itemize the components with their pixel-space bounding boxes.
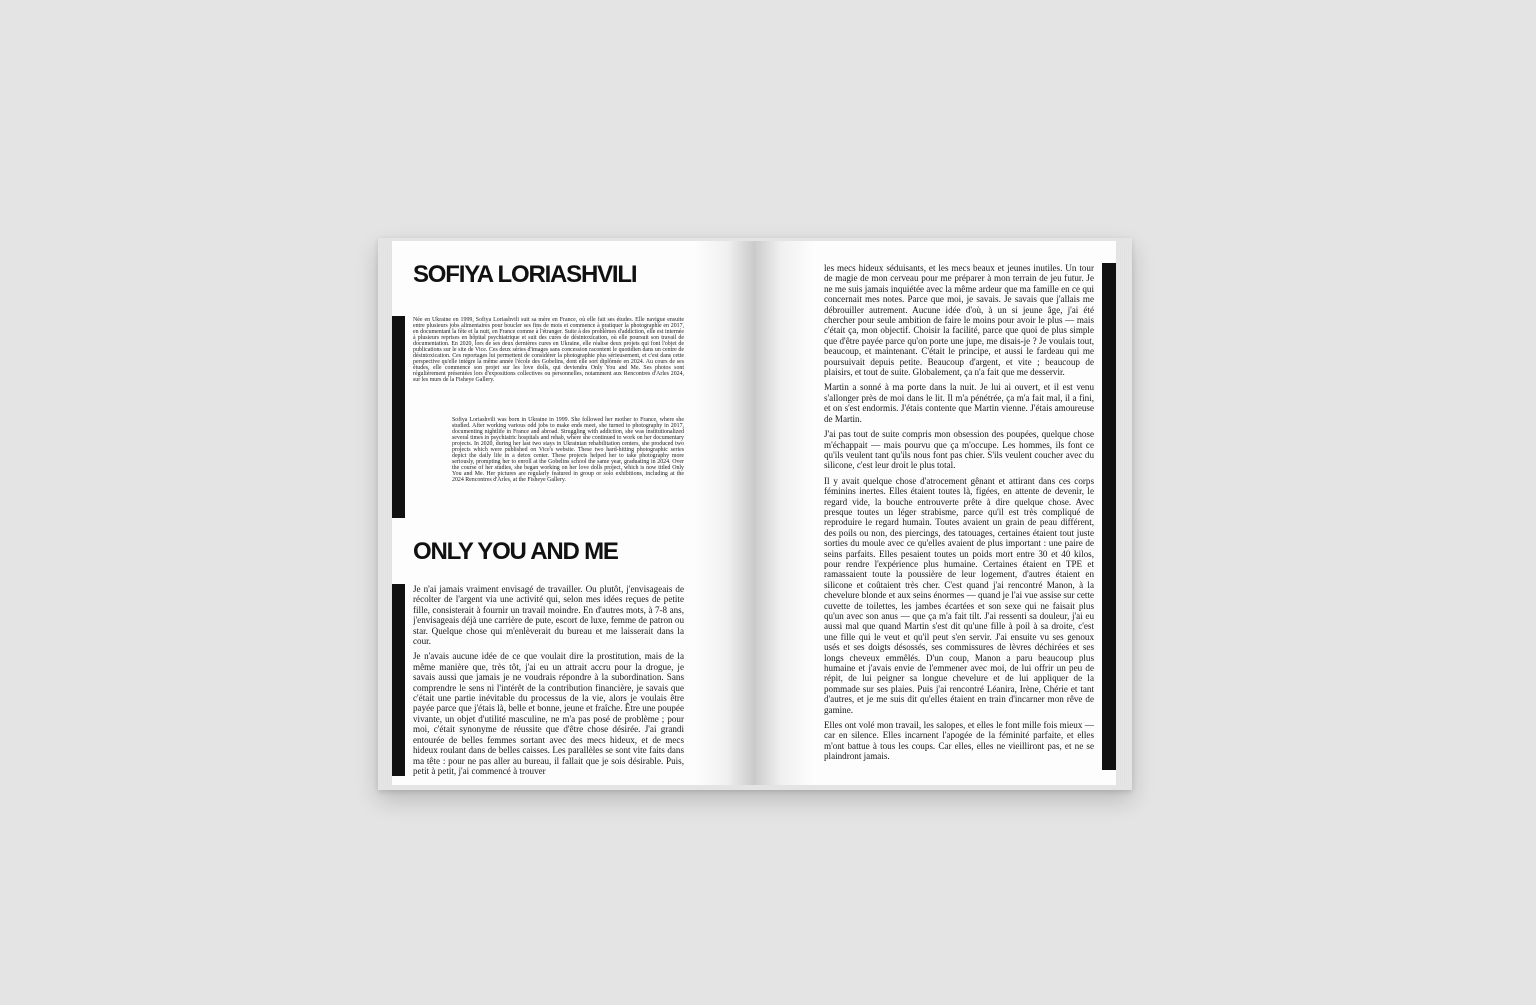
essay-paragraph: J'ai pas tout de suite compris mon obsession des poupées, quelque chose m'échappait — mais pourvu que ça m'occupe. Les hommes, ils font ce qu'ils veulent tant qu'ils nous font pas chier. S'ils veulent coucher avec du silicone, c'est leur droit le plus total. bbox=[824, 429, 1094, 471]
essay-paragraph: les mecs hideux séduisants, et les mecs beaux et jeunes inutiles. Un tour de magie de mon cerveau pour me préparer à mon terrain de jeu futur. Je ne me suis jamais inquiétée avec la même ardeur que ma famille en ce qui concernait mes notes. Parce que moi, je savais. Je savais que j'allais me débrouiller autrement. Aucune idée d'où, à un si jeune âge, j'ai été chercher pour seule ambition de faire le moins pour avoir le plus — mais c'était ça, mon objectif. Choisir la facilité, parce que quoi de plus simple que d'être payée parce qu'on porte une jupe, me disais-je ? Je voulais tout, beaucoup, et maintenant. C'était le principe, et aussi le fardeau qui me poursuivait depuis petite. Beaucoup d'argent, et vite ; beaucoup de plaisirs, et tout de suite. Globalement, ça n'a fait que me desservir. bbox=[824, 263, 1094, 378]
right-page bbox=[754, 241, 1116, 785]
bio-french: Née en Ukraine en 1999, Sofiya Loriashvili suit sa mère en France, où elle fait ses études. Elle navigue ensuite entre plusieurs jobs alimentaires pour boucler ses fins de mois et commence à pratiquer la photographie en 2017, en documentant la fête et la nuit, en France comme à l'étranger. Suite à des problèmes d'addiction, elle est internée à plusieurs reprises en hôpital psychiatrique et suit des cures de désintoxication, où elle poursuit son travail de documentation. En 2020, lors de ses deux dernières cures en Ukraine, elle réalise deux projets qui font l'objet de publications sur le site de Vice. Ces deux séries d'images sans concession racontent le quotidien dans un centre de désintoxication. Ces reportages lui permettent de considérer la photographie plus sérieusement, et c'est dans cette perspective qu'elle intègre la même année l'école des Gobelins, dont elle sort diplômée en 2024. Au cours de ses études, elle commence son projet sur les love dolls, qui deviendra Only You and Me. Ses photos sont régulièrement présentées lors d'expositions collectives ou personnelles, notamment aux Rencontres d'Arles 2024, sur les murs de la Fisheye Gallery. bbox=[413, 317, 684, 384]
artist-name-title: SOFIYA LORIASHVILI bbox=[413, 261, 637, 288]
magazine-spread bbox=[378, 238, 1132, 790]
essay-paragraph: Je n'ai jamais vraiment envisagé de travailler. Ou plutôt, j'envisageais de récolter de l'argent via une activité qui, selon mes idées reçues de petite fille, consisterait à fournir un travail moindre. En d'autres mots, à 7-8 ans, j'envisageais déjà une carrière de pute, escort de luxe, femme de patron ou star. Quelque chose qui m'enlèverait du bureau et me laisserait dans la cour. bbox=[413, 584, 684, 647]
left-page-edges bbox=[378, 243, 392, 783]
essay-paragraph: Martin a sonné à ma porte dans la nuit. Je lui ai ouvert, et il est venu s'allonger près de moi dans le lit. Il m'a pénétrée, ça m'a fait mal, il a fini, et on s'est endormis. J'étais contente que Martin vienne. J'étais amoureuse de Martin. bbox=[824, 382, 1094, 424]
essay-paragraph: Je n'avais aucune idée de ce que voulait dire la prostitution, mais de la même manière que, très tôt, j'ai eu un attrait accru pour la drogue, je savais aussi que jamais je ne voudrais répondre à la subordination. Sans comprendre le sens ni l'intérêt de la contribution financière, je savais que c'était une partie inévitable du processus de la vie, alors je voulais être payée parce que j'étais là, belle et bonne, jeune et fraîche. Être une poupée vivante, un objet d'utilité masculine, ne m'a pas posé de problème ; pour moi, c'était synonyme de réussite que d'être chose désirée. J'ai grandi entourée de belles femmes sortant avec des mecs hideux, et de mecs hideux roulant dans de belles caisses. Les parallèles se sont vite faits dans ma tête : pour ne pas aller au bureau, il fallait que je sois désirable. Puis, petit à petit, j'ai commencé à trouver bbox=[413, 651, 684, 776]
essay-paragraph: Elles ont volé mon travail, les salopes, et elles le font mille fois mieux — car en silence. Elles incarnent l'apogée de la féminité parfaite, et elles m'ont battue à tous les coups. Car elles, elles ne vieilliront pas, et ne se plaindront jamais. bbox=[824, 720, 1094, 762]
essay-column-left bbox=[413, 584, 684, 780]
bio-side-bar bbox=[392, 316, 405, 518]
gutter-shadow-left bbox=[694, 241, 754, 785]
right-side-bar bbox=[1102, 263, 1116, 770]
essay-title: ONLY YOU AND ME bbox=[413, 538, 618, 565]
essay-side-bar bbox=[392, 584, 405, 776]
right-page-edges bbox=[1116, 243, 1130, 783]
bio-english: Sofiya Loriashvili was born in Ukraine in 1999. She followed her mother to France, where she studied. After working various odd jobs to make ends meet, she turned to photography in 2017, documenting nightlife in France and abroad. Struggling with addiction, she was institutionalized several times in psychiatric hospitals and rehab, where she continued to work on her documentary projects. In 2020, during her last two stays in Ukrainian rehabilitation centers, she produced two projects which were published on Vice's website. These two hard-hitting photographic series depict the daily life in a detox center. These projects helped her to take photography more seriously, prompting her to enroll at the Gobelins school the same year, graduating in 2024. Over the course of her studies, she began working on her love dolls project, which is now titled Only You and Me. Her pictures are regularly featured in group or solo exhibitions, including at the 2024 Rencontres d'Arles, at the Fisheye Gallery. bbox=[452, 417, 684, 484]
essay-paragraph: Il y avait quelque chose d'atrocement gênant et attirant dans ces corps féminins inertes. Elles étaient toutes là, figées, en attente de devenir, le regard vide, la bouche entrouverte prête à dire quelque chose. Avec presque toutes un léger strabisme, parce qu'il est très compliqué de reproduire le regard humain. Toutes avaient un grain de peau différent, des poils ou non, des piercings, des tatouages, certaines étaient tout juste sorties du moule avec ce qu'elles avaient de plus important : une paire de seins parfaits. Elles pesaient toutes un poids mort entre 30 et 40 kilos, pour rendre l'expérience plus humaine. Certaines étaient en TPE et ramassaient toute la poussière de leur logement, d'autres étaient en silicone et coûtaient très cher. C'est quand j'ai rencontré Manon, à la chevelure blonde et aux seins énormes — quand je l'ai vue assise sur cette cuvette de toilettes, les jambes écartées et son sexe qui ne faisait plus qu'un avec son anus — que ça m'a fait tilt. J'ai ressenti sa douleur, j'ai eu aussi mal que quand Martin s'est dit qu'une fille à poil à sa droite, c'est une fille qui le veut et qu'il peut s'en servir. J'ai ensuite vu ses genoux usés et ses doigts désossés, ses commissures de lèvres déchirées et ses longs cheveux emmêlés. D'un coup, Manon a paru beaucoup plus humaine et j'avais envie de l'emmener avec moi, de lui offrir un peu de répit, de lui peigner sa longue chevelure et de lui appliquer de la pommade sur ses plaies. Puis j'ai rencontré Léanira, Irène, Chérie et tant d'autres, et je me suis dit qu'elles étaient en train d'incarner mon rêve de gamine. bbox=[824, 475, 1094, 715]
gutter-shadow-right bbox=[754, 241, 814, 785]
left-page bbox=[392, 241, 754, 785]
essay-column-right bbox=[824, 263, 1094, 779]
